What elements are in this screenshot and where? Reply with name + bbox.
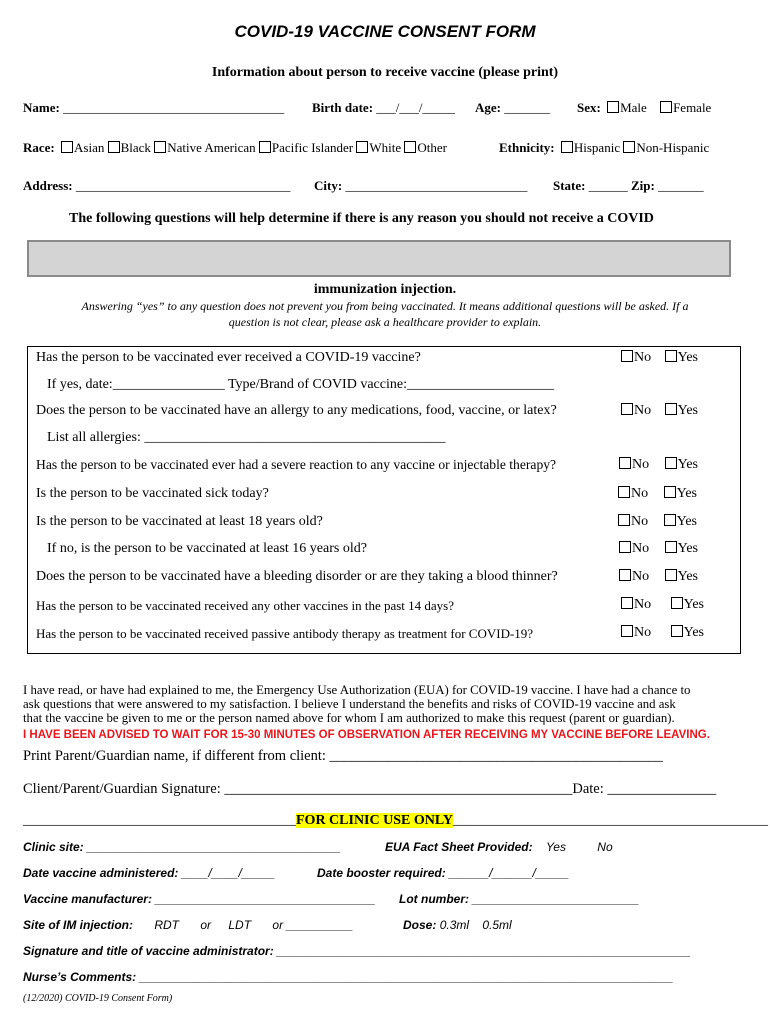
signature-field[interactable]: Client/Parent/Guardian Signature: ________________________________________________Date: _______________ xyxy=(23,781,717,797)
question-text: Does the person to be vaccinated have an allergy to any medications, food, vaccine, or latex? xyxy=(36,403,557,418)
eua-row xyxy=(385,840,613,854)
intro-line2: immunization injection. xyxy=(313,282,457,297)
guardian-name-field[interactable]: Print Parent/Guardian name, if different from client: ______________________________________________ xyxy=(23,748,664,764)
lot-field[interactable]: _________________________ xyxy=(469,892,640,906)
yes-checkbox[interactable] xyxy=(665,350,677,362)
race-row xyxy=(23,140,447,156)
yes-checkbox[interactable] xyxy=(665,569,677,581)
yes-label: Yes xyxy=(677,541,698,556)
state-label: State: xyxy=(553,178,586,193)
no-checkbox[interactable] xyxy=(621,625,633,637)
answer-group xyxy=(621,625,704,641)
nurse-comments-row xyxy=(23,970,673,984)
birth-date-field[interactable]: ___/___/_____ xyxy=(376,100,456,115)
sex-label: Sex: xyxy=(577,100,601,115)
no-checkbox[interactable] xyxy=(618,514,630,526)
yes-label: Yes xyxy=(683,597,704,612)
race-option: Black xyxy=(120,140,151,155)
date-admin-row xyxy=(23,866,275,880)
age-field[interactable]: _______ xyxy=(504,100,550,115)
consent-line1: I have read, or have had explained to me, the Emergency Use Authorization (EUA) for COVID-19 vaccine. I have had a chance to xyxy=(23,683,691,697)
answer-group xyxy=(621,350,698,366)
yes-checkbox[interactable] xyxy=(664,486,676,498)
no-checkbox[interactable] xyxy=(619,569,631,581)
answer-group xyxy=(619,457,698,473)
no-label: No xyxy=(631,514,649,529)
site-ldt-option[interactable]: LDT xyxy=(228,918,252,932)
no-label: No xyxy=(634,403,652,418)
zip-label: Zip: xyxy=(631,178,655,193)
ethnicity-row xyxy=(499,140,709,156)
no-label: No xyxy=(632,541,650,556)
nurse-comments-label: Nurse’s Comments: xyxy=(23,970,137,984)
race-option: Pacific Islander xyxy=(271,140,354,155)
race-white-checkbox[interactable] xyxy=(356,141,368,153)
sex-row xyxy=(577,100,711,116)
ethnicity-non-hispanic-checkbox[interactable] xyxy=(623,141,635,153)
yes-label: Yes xyxy=(677,403,698,418)
manufacturer-label: Vaccine manufacturer: xyxy=(23,892,152,906)
or-text: or xyxy=(200,918,212,932)
answer-group xyxy=(618,514,697,530)
date-admin-label: Date vaccine administered: xyxy=(23,866,179,880)
ethnicity-option: Hispanic xyxy=(573,140,621,155)
answer-group xyxy=(619,569,698,585)
yes-label: Yes xyxy=(677,569,698,584)
name-label: Name: xyxy=(23,100,60,115)
intro-note1: Answering “yes” to any question does not prevent you from being vaccinated. It means additional questions will be asked. If a xyxy=(81,299,689,313)
question-text: Has the person to be vaccinated received passive antibody therapy as treatment for COVID-19? xyxy=(36,626,534,641)
age-label: Age: xyxy=(475,100,501,115)
no-checkbox[interactable] xyxy=(621,403,633,415)
no-label: No xyxy=(631,486,649,501)
site-other-field[interactable]: or __________ xyxy=(272,918,354,932)
sex-female-label: Female xyxy=(673,100,712,115)
address-label: Address: xyxy=(23,178,73,193)
dose-option[interactable]: 0.5ml xyxy=(482,918,512,932)
question-text: Has the person to be vaccinated received any other vaccines in the past 14 days? xyxy=(36,598,454,613)
form-footer: (12/2020) COVID-19 Consent Form) xyxy=(23,993,173,1004)
yes-label: Yes xyxy=(677,457,698,472)
eua-label: EUA Fact Sheet Provided: xyxy=(385,840,533,854)
race-pacific-islander-checkbox[interactable] xyxy=(259,141,271,153)
clinic-heading-row xyxy=(23,813,768,829)
dose-option[interactable]: 0.3ml xyxy=(439,918,470,932)
manufacturer-field[interactable]: _________________________________ xyxy=(151,892,376,906)
no-label: No xyxy=(634,597,652,612)
answer-group xyxy=(621,403,698,419)
answer-group xyxy=(618,486,697,502)
question-text: List all allergies: ___________________________________________ xyxy=(47,430,446,445)
no-checkbox[interactable] xyxy=(619,541,631,553)
yes-checkbox[interactable] xyxy=(664,514,676,526)
yes-checkbox[interactable] xyxy=(671,597,683,609)
clinic-rule-right: _____________________________________________ xyxy=(453,813,769,828)
eua-yes-option[interactable]: Yes xyxy=(545,840,566,854)
no-checkbox[interactable] xyxy=(621,597,633,609)
answer-group xyxy=(619,541,698,557)
eua-no-option[interactable]: No xyxy=(597,840,613,854)
answer-group xyxy=(621,597,704,613)
site-rdt-option[interactable]: RDT xyxy=(154,918,180,932)
lot-label: Lot number: xyxy=(399,892,469,906)
birth-date-label: Birth date: xyxy=(312,100,374,115)
section-subtitle: Information about person to receive vaccine (please print) xyxy=(211,65,559,80)
clinic-site-label: Clinic site: xyxy=(23,840,84,854)
date-admin-field[interactable]: ____/____/_____ xyxy=(178,866,276,880)
race-option: Asian xyxy=(74,140,105,155)
question-text: Has the person to be vaccinated ever received a COVID-19 vaccine? xyxy=(36,350,421,365)
address-row xyxy=(23,178,290,194)
city-label: City: xyxy=(314,178,343,193)
yes-label: Yes xyxy=(677,350,698,365)
question-text: Does the person to be vaccinated have a bleeding disorder or are they taking a blood thinner? xyxy=(36,569,558,584)
admin-signature-label: Signature and title of vaccine administrator: xyxy=(23,944,274,958)
state-field[interactable]: ______ xyxy=(588,178,628,193)
booster-row xyxy=(317,866,569,880)
yes-label: Yes xyxy=(676,486,697,501)
no-checkbox[interactable] xyxy=(619,457,631,469)
question-text: Is the person to be vaccinated at least 18 years old? xyxy=(36,514,323,529)
form-title: COVID-19 VACCINE CONSENT FORM xyxy=(234,22,536,41)
question-text: Is the person to be vaccinated sick today? xyxy=(36,486,269,501)
no-label: No xyxy=(632,569,650,584)
race-asian-checkbox[interactable] xyxy=(61,141,73,153)
ethnicity-hispanic-checkbox[interactable] xyxy=(561,141,573,153)
yes-checkbox[interactable] xyxy=(671,625,683,637)
clinic-site-field[interactable]: ______________________________________ xyxy=(83,840,341,854)
yes-label: Yes xyxy=(683,625,704,640)
race-other-checkbox[interactable] xyxy=(404,141,416,153)
no-label: No xyxy=(634,625,652,640)
nurse-comments-field[interactable]: ________________________________________________________________________________ xyxy=(136,970,674,984)
yes-label: Yes xyxy=(676,514,697,529)
admin-signature-field[interactable]: ______________________________________________________________ xyxy=(273,944,691,958)
consent-line2: ask questions that were answered to my satisfaction. I believe I understand the benefits and risks of COVID-19 vaccine and ask xyxy=(23,697,676,711)
yes-checkbox[interactable] xyxy=(665,541,677,553)
manufacturer-row xyxy=(23,892,376,906)
name-row xyxy=(23,100,284,116)
ethnicity-option: Non-Hispanic xyxy=(636,140,710,155)
name-field[interactable]: __________________________________ xyxy=(63,100,285,115)
race-option: White xyxy=(369,140,402,155)
question-text: Has the person to be vaccinated ever had a severe reaction to any vaccine or injectable therapy? xyxy=(36,457,557,472)
state-row xyxy=(553,178,704,194)
sex-male-checkbox[interactable] xyxy=(607,101,619,113)
no-label: No xyxy=(632,457,650,472)
no-label: No xyxy=(634,350,652,365)
no-checkbox[interactable] xyxy=(618,486,630,498)
zip-field[interactable]: _______ xyxy=(658,178,704,193)
intro-line1: The following questions will help determine if there is any reason you should not receive a COVID xyxy=(69,211,654,226)
booster-field[interactable]: ______/______/_____ xyxy=(445,866,570,880)
sex-male-label: Male xyxy=(620,100,647,115)
observation-warning: I HAVE BEEN ADVISED TO WAIT FOR 15-30 MINUTES OF OBSERVATION AFTER RECEIVING MY VACCINE BEFORE LEAVING. xyxy=(23,729,710,741)
race-option: Other xyxy=(417,140,447,155)
yes-checkbox[interactable] xyxy=(665,457,677,469)
dose-row xyxy=(403,918,512,932)
age-row xyxy=(475,100,550,116)
question-text: If no, is the person to be vaccinated at least 16 years old? xyxy=(47,541,367,556)
booster-label: Date booster required: xyxy=(317,866,446,880)
ethnicity-label: Ethnicity: xyxy=(499,140,555,155)
site-im-label: Site of IM injection: xyxy=(23,918,133,932)
lot-row xyxy=(399,892,639,906)
yes-checkbox[interactable] xyxy=(665,403,677,415)
gray-banner xyxy=(27,240,731,277)
clinic-site-row xyxy=(23,840,341,854)
clinic-use-heading: FOR CLINIC USE ONLY xyxy=(296,813,454,828)
birth-date-row xyxy=(312,100,455,116)
race-label: Race: xyxy=(23,140,55,155)
admin-signature-row xyxy=(23,944,691,958)
consent-line3: that the vaccine be given to me or the person named above for whom I am authorized to make this request (parent or guardian). xyxy=(23,711,675,725)
race-native-american-checkbox[interactable] xyxy=(154,141,166,153)
site-im-row xyxy=(23,918,353,932)
intro-note2: question is not clear, please ask a healthcare provider to explain. xyxy=(228,315,542,329)
clinic-rule-left: _______________________________________ xyxy=(23,813,296,828)
sex-female-checkbox[interactable] xyxy=(660,101,672,113)
dose-label: Dose: xyxy=(403,918,437,932)
no-checkbox[interactable] xyxy=(621,350,633,362)
city-field[interactable]: ____________________________ xyxy=(345,178,528,193)
race-option: Native American xyxy=(167,140,256,155)
question-text: If yes, date:________________ Type/Brand of COVID vaccine:_____________________ xyxy=(47,377,554,392)
city-row xyxy=(314,178,527,194)
race-black-checkbox[interactable] xyxy=(108,141,120,153)
address-field[interactable]: _________________________________ xyxy=(75,178,291,193)
